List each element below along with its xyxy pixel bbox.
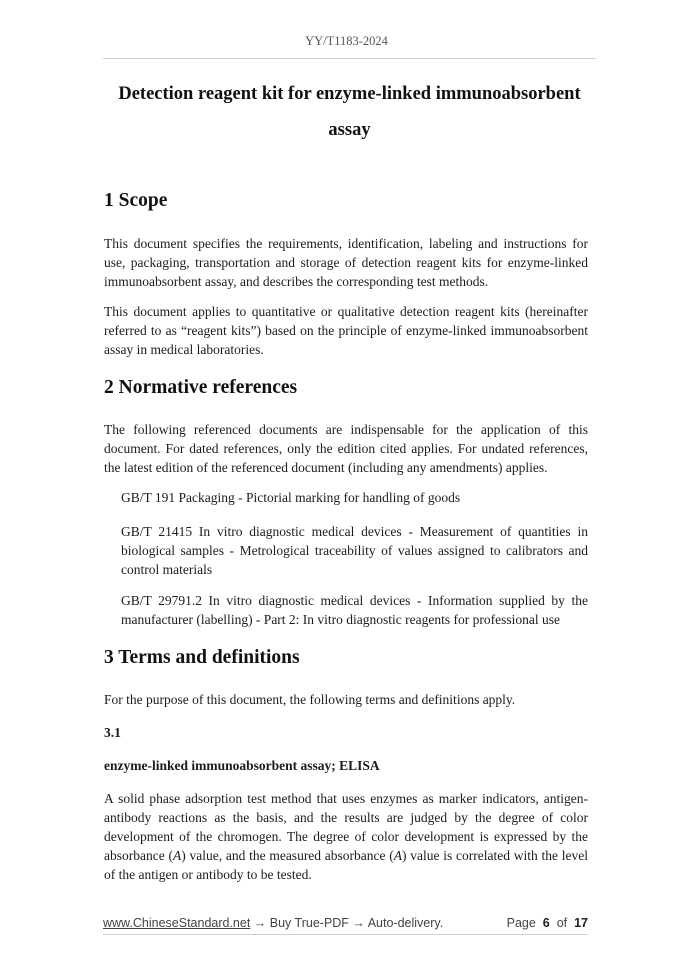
site-link[interactable]: www.ChineseStandard.net [103, 916, 251, 930]
terms-intro: For the purpose of this document, the following terms and definitions apply. [104, 692, 516, 707]
term-number: 3.1 [104, 725, 121, 740]
footer-divider [103, 934, 588, 935]
definition-text: ) value, and the measured absorbance ( [181, 848, 394, 863]
scope-paragraph-2: This document applies to quantitative or qualitative detection reagent kits (hereinafter referred to as “reagent kits”) based on the principle of enzyme-linked immunoabsorbent assay in medical laboratories. [104, 304, 588, 357]
page-footer [103, 916, 588, 934]
scope-paragraph-1: This document specifies the requirements, identification, labeling and instructions for use, packaging, transportation and storage of detection reagent kits for enzyme-linked immunoabsorbent assay, and describes the corresponding test methods. [104, 236, 588, 289]
current-page: 6 [542, 916, 550, 930]
reference-item: GB/T 29791.2 In vitro diagnostic medical devices - Information supplied by the manufacturer (labelling) - Part 2: In vitro diagnostic reagents for professional use [121, 593, 588, 627]
page-indicator [507, 916, 588, 930]
definition-text: A solid phase adsorption test method that uses enzymes as marker indicators, antigen-antibody reactions as the basis, and the results are judged by the degree of color development of the chromogen. The degree of color development is expressed by the absorbance ( [104, 791, 588, 863]
definition-text: ) value is correlated with the level of the antigen or antibody to be tested. [104, 848, 588, 882]
absorbance-symbol: A [172, 848, 182, 863]
footer-promo [103, 916, 443, 930]
of-label: of [556, 916, 568, 930]
section-heading-scope: 1 Scope [104, 190, 168, 211]
document-title-line-1: Detection reagent kit for enzyme-linked immunoabsorbent [118, 84, 581, 104]
reference-item: GB/T 191 Packaging - Pictorial marking for handling of goods [121, 490, 461, 505]
running-header: YY/T1183-2024 [305, 34, 388, 48]
normative-intro: The following referenced documents are indispensable for the application of this document. For dated references, only the edition cited applies. For undated references, the latest edition of the referenced document (including any amendments) applies. [104, 422, 588, 475]
section-heading-terms-and-definitions: 3 Terms and definitions [104, 647, 300, 668]
page-label: Page [506, 916, 536, 930]
total-pages: 17 [574, 916, 588, 930]
document-title-line-2: assay [328, 120, 371, 140]
section-heading-normative-references: 2 Normative references [104, 377, 298, 398]
absorbance-symbol: A [393, 848, 403, 863]
term-definition [104, 789, 588, 884]
promo-text: → Buy True-PDF → Auto-delivery. [250, 916, 444, 930]
term-name: enzyme-linked immunoabsorbent assay; ELISA [104, 758, 380, 773]
reference-item: GB/T 21415 In vitro diagnostic medical devices - Measurement of quantities in biological samples - Metrological traceability of values assigned to calibrators and control materials [121, 524, 588, 577]
header-divider [103, 58, 596, 59]
